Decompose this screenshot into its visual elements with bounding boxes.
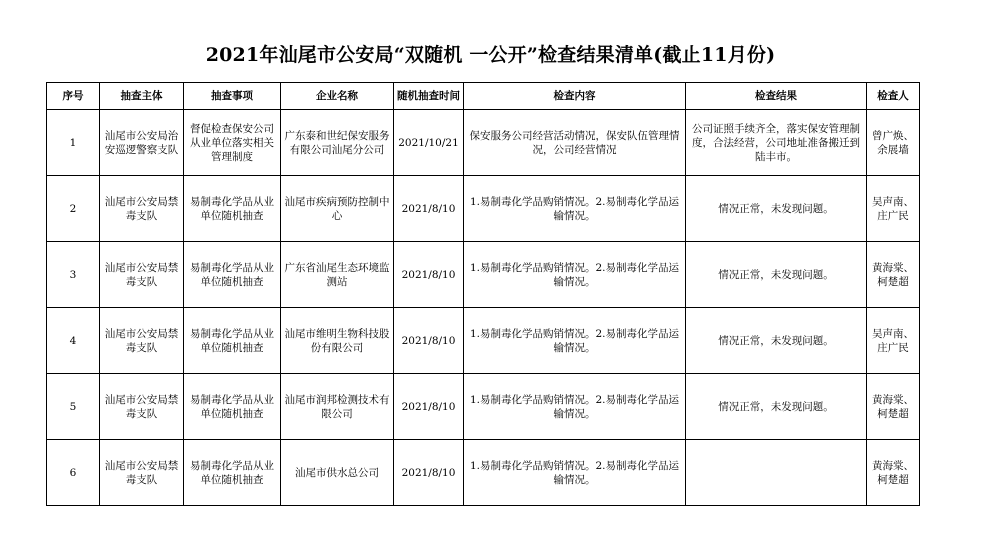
table-header-row [47, 83, 920, 110]
cell-date: 2021/8/10 [394, 176, 464, 242]
cell-result [686, 440, 867, 506]
cell-date: 2021/8/10 [394, 374, 464, 440]
cell-subject: 汕尾市公安局治安巡逻警察支队 [100, 110, 184, 176]
cell-result: 情况正常，未发现问题。 [686, 374, 867, 440]
cell-no: 4 [47, 308, 100, 374]
table-row [47, 176, 920, 242]
cell-date: 2021/8/10 [394, 242, 464, 308]
cell-item: 易制毒化学品从业单位随机抽查 [184, 440, 281, 506]
cell-subject: 汕尾市公安局禁毒支队 [100, 374, 184, 440]
cell-no: 3 [47, 242, 100, 308]
page-title: 2021年汕尾市公安局“双随机 一公开”检查结果清单(截止11月份) [205, 44, 776, 66]
inspection-results-table [46, 82, 920, 506]
cell-no: 2 [47, 176, 100, 242]
cell-company: 汕尾市供水总公司 [281, 440, 394, 506]
cell-company: 汕尾市疾病预防控制中心 [281, 176, 394, 242]
cell-no: 5 [47, 374, 100, 440]
table-row [47, 110, 920, 176]
cell-inspectors: 曾广焕、余展墙 [867, 110, 920, 176]
cell-company: 汕尾市润邦检测技术有限公司 [281, 374, 394, 440]
cell-result: 情况正常，未发现问题。 [686, 242, 867, 308]
cell-item: 易制毒化学品从业单位随机抽查 [184, 242, 281, 308]
cell-inspectors: 黄海棠、柯楚超 [867, 374, 920, 440]
column-header-date: 随机抽查时间 [394, 83, 464, 110]
column-header-inspectors: 检查人 [867, 83, 920, 110]
cell-subject: 汕尾市公安局禁毒支队 [100, 308, 184, 374]
table-row [47, 242, 920, 308]
cell-no: 6 [47, 440, 100, 506]
cell-no: 1 [47, 110, 100, 176]
cell-item: 督促检查保安公司从业单位落实相关管理制度 [184, 110, 281, 176]
table-row [47, 374, 920, 440]
column-header-result: 检查结果 [686, 83, 867, 110]
column-header-company: 企业名称 [281, 83, 394, 110]
cell-inspectors: 黄海棠、柯楚超 [867, 242, 920, 308]
cell-result: 情况正常，未发现问题。 [686, 308, 867, 374]
cell-item: 易制毒化学品从业单位随机抽查 [184, 176, 281, 242]
cell-inspectors: 黄海棠、柯楚超 [867, 440, 920, 506]
cell-content: 1.易制毒化学品购销情况。2.易制毒化学品运输情况。 [464, 308, 686, 374]
cell-company: 汕尾市维明生物科技股份有限公司 [281, 308, 394, 374]
cell-company: 广东泰和世纪保安服务有限公司汕尾分公司 [281, 110, 394, 176]
cell-date: 2021/10/21 [394, 110, 464, 176]
cell-inspectors: 吴声南、庄广民 [867, 308, 920, 374]
cell-content: 1.易制毒化学品购销情况。2.易制毒化学品运输情况。 [464, 440, 686, 506]
cell-subject: 汕尾市公安局禁毒支队 [100, 242, 184, 308]
cell-subject: 汕尾市公安局禁毒支队 [100, 176, 184, 242]
cell-content: 1.易制毒化学品购销情况。2.易制毒化学品运输情况。 [464, 176, 686, 242]
cell-subject: 汕尾市公安局禁毒支队 [100, 440, 184, 506]
table-row [47, 308, 920, 374]
cell-content: 1.易制毒化学品购销情况。2.易制毒化学品运输情况。 [464, 242, 686, 308]
cell-date: 2021/8/10 [394, 308, 464, 374]
column-header-item: 抽查事项 [184, 83, 281, 110]
cell-item: 易制毒化学品从业单位随机抽查 [184, 308, 281, 374]
table-row [47, 440, 920, 506]
column-header-content: 检查内容 [464, 83, 686, 110]
cell-result: 情况正常，未发现问题。 [686, 176, 867, 242]
cell-date: 2021/8/10 [394, 440, 464, 506]
cell-inspectors: 吴声南、庄广民 [867, 176, 920, 242]
cell-company: 广东省汕尾生态环境监测站 [281, 242, 394, 308]
cell-content: 保安服务公司经营活动情况，保安队伍管理情况，公司经营情况 [464, 110, 686, 176]
column-header-no: 序号 [47, 83, 100, 110]
cell-content: 1.易制毒化学品购销情况。2.易制毒化学品运输情况。 [464, 374, 686, 440]
column-header-subject: 抽查主体 [100, 83, 184, 110]
cell-result: 公司证照手续齐全，落实保安管理制度，合法经营，公司地址准备搬迁到陆丰市。 [686, 110, 867, 176]
cell-item: 易制毒化学品从业单位随机抽查 [184, 374, 281, 440]
